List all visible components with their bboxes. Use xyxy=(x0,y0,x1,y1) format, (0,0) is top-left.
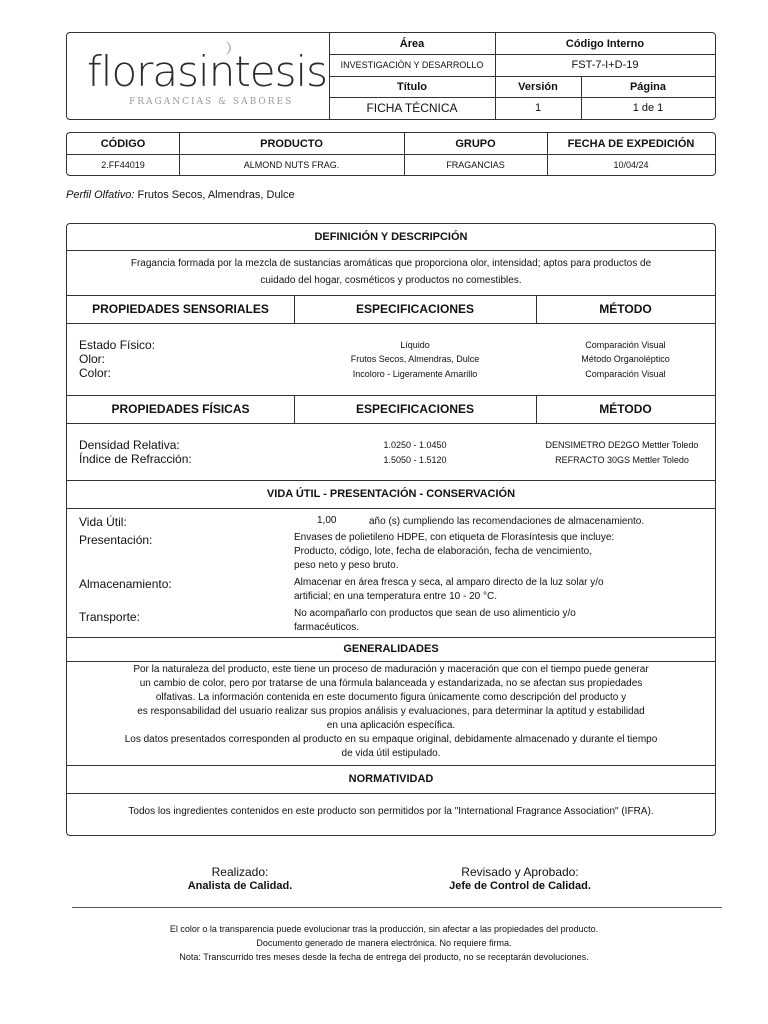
presentation-line-2: Producto, código, lote, fecha de elaboración, fecha de vencimiento, xyxy=(294,546,592,557)
physical-prop-2: Índice de Refracción: xyxy=(79,452,192,466)
internal-code-label: Código Interno xyxy=(565,38,645,50)
transport-label: Transporte: xyxy=(79,610,140,624)
shelf-life-text: año (s) cumpliendo las recomendaciones de almacenamiento. xyxy=(369,516,645,527)
presentation-label: Presentación: xyxy=(79,533,153,547)
page-label: Página xyxy=(629,80,667,93)
shelf-life-label: Vida Útil: xyxy=(79,515,127,529)
presentation-line-1: Envases de polietileno HDPE, con etiqueta de Florasíntesis que incluye: xyxy=(294,532,615,543)
footer-divider xyxy=(72,907,722,908)
sensory-method-2: Método Organoléptico xyxy=(581,354,670,364)
sensory-header-method: MÉTODO xyxy=(599,302,652,316)
definition-line-2: cuidado del hogar, cosméticos y productos no comestibles. xyxy=(260,275,522,286)
internal-code-value: FST-7-I+D-19 xyxy=(571,59,639,71)
sensory-spec-2: Frutos Secos, Almendras, Dulce xyxy=(350,354,480,364)
sensory-method-1: Comparación Visual xyxy=(585,340,666,350)
storage-label: Almacenamiento: xyxy=(79,577,172,591)
general-line-3: olfativas. La información contenida en este documento figura únicamente como descripción del producto y xyxy=(155,692,627,703)
definition-title: DEFINICIÓN Y DESCRIPCIÓN xyxy=(314,231,468,243)
footer-line-2: Documento generado de manera electrónica. No requiere firma. xyxy=(256,938,512,948)
transport-line-2: farmacéuticos. xyxy=(294,622,360,633)
footer-line-1: El color o la transparencia puede evolucionar tras la producción, sin afectar a las propiedades del producto. xyxy=(169,924,599,934)
physical-header-properties: PROPIEDADES FÍSICAS xyxy=(111,402,250,416)
page-value: 1 de 1 xyxy=(632,102,664,114)
definition-line-1: Fragancia formada por la mezcla de sustancias aromáticas que proporciona olor, intensidad; aptos para productos de xyxy=(130,258,652,269)
sensory-method-3: Comparación Visual xyxy=(585,369,666,379)
sensory-spec-3: Incoloro - Ligeramente Amarillo xyxy=(352,369,478,379)
made-by: Analista de Calidad. xyxy=(187,880,293,892)
sensory-prop-3: Color: xyxy=(79,366,112,380)
general-line-6: Los datos presentados corresponden al producto en su empaque original, debidamente almacenado y durante el tiempo xyxy=(124,734,658,745)
logo-subtitle: FRAGANCIAS & SABORES xyxy=(129,97,294,107)
normativity-text: Todos los ingredientes contenidos en este producto son permitidos por la "International Fragrance Association" (IFRA). xyxy=(128,805,654,817)
reviewed-label: Revisado y Aprobado: xyxy=(461,865,579,879)
version-value: 1 xyxy=(534,102,542,114)
general-title: GENERALIDADES xyxy=(343,643,439,655)
title-label: Título xyxy=(397,80,427,93)
shelf-life-value: 1,00 xyxy=(317,515,337,526)
physical-method-1: DENSIMETRO DE2GO Mettler Toledo xyxy=(545,440,699,450)
storage-line-1: Almacenar en área fresca y seca, al amparo directo de la luz solar y/o xyxy=(294,577,604,588)
sensory-spec-1: Líquido xyxy=(400,340,430,350)
physical-header-method: MÉTODO xyxy=(599,402,652,416)
general-line-4: es responsabilidad del usuario realizar sus propios análisis y evaluaciones, para determinar la aptitud y estabilidad xyxy=(137,706,645,717)
group-value: FRAGANCIAS xyxy=(446,159,505,170)
logo-text: florasintesis xyxy=(87,47,328,96)
olfactory-profile-value: Frutos Secos, Almendras, Dulce xyxy=(137,189,295,201)
product-header: PRODUCTO xyxy=(260,138,323,150)
presentation-line-3: peso neto y peso bruto. xyxy=(294,560,399,571)
physical-spec-2: 1.5050 - 1.5120 xyxy=(383,455,447,465)
transport-line-1: No acompañarlo con productos que sean de uso alimenticio y/o xyxy=(294,608,576,619)
reviewed-by: Jefe de Control de Calidad. xyxy=(449,880,591,892)
sensory-prop-1: Estado Físico: xyxy=(79,338,156,352)
version-label: Versión xyxy=(518,80,558,93)
code-value: 2.FF44019 xyxy=(101,159,145,170)
product-value: ALMOND NUTS FRAG. xyxy=(243,159,340,170)
title-value: FICHA TÉCNICA xyxy=(366,101,458,115)
general-line-2: un cambio de color, pero por tratarse de una fórmula balanceada y estandarizada, no se afectan sus propiedades xyxy=(139,678,643,689)
area-value: INVESTIGACIÓN Y DESARROLLO xyxy=(340,60,484,70)
area-label: Área xyxy=(399,38,425,50)
olfactory-profile xyxy=(66,189,295,201)
company-logo xyxy=(87,41,327,111)
physical-prop-1: Densidad Relativa: xyxy=(79,438,180,452)
storage-line-2: artificial; en una temperatura entre 10 - 20 °C. xyxy=(294,591,497,602)
sensory-header-specs: ESPECIFICACIONES xyxy=(355,302,475,316)
issue-date-value: 10/04/24 xyxy=(613,159,649,170)
header-box xyxy=(66,32,716,120)
physical-header-specs: ESPECIFICACIONES xyxy=(355,402,475,416)
footer-line-3: Nota: Transcurrido tres meses desde la fecha de entrega del producto, no se receptarán devoluciones. xyxy=(179,952,589,962)
physical-method-2: REFRACTO 30GS Mettler Toledo xyxy=(555,455,689,465)
general-line-1: Por la naturaleza del producto, este tiene un proceso de maduración y maceración que con el tiempo puede generar xyxy=(133,664,649,675)
shelf-title: VIDA ÚTIL - PRESENTACIÓN - CONSERVACIÓN xyxy=(266,488,516,500)
general-line-7: de vida útil estipulado. xyxy=(341,748,441,759)
product-table xyxy=(66,132,716,176)
issue-date-header: FECHA DE EXPEDICIÓN xyxy=(567,138,695,150)
sensory-prop-2: Olor: xyxy=(79,352,106,366)
olfactory-profile-label: Perfil Olfativo: xyxy=(66,189,135,201)
normativity-title: NORMATIVIDAD xyxy=(348,773,434,785)
group-header: GRUPO xyxy=(455,138,496,150)
code-header: CÓDIGO xyxy=(100,138,146,150)
made-label: Realizado: xyxy=(211,865,269,879)
sensory-header-properties: PROPIEDADES SENSORIALES xyxy=(92,302,269,316)
main-spec-box xyxy=(66,223,716,836)
general-line-5: en una aplicación específica. xyxy=(326,720,456,731)
physical-spec-1: 1.0250 - 1.0450 xyxy=(383,440,447,450)
